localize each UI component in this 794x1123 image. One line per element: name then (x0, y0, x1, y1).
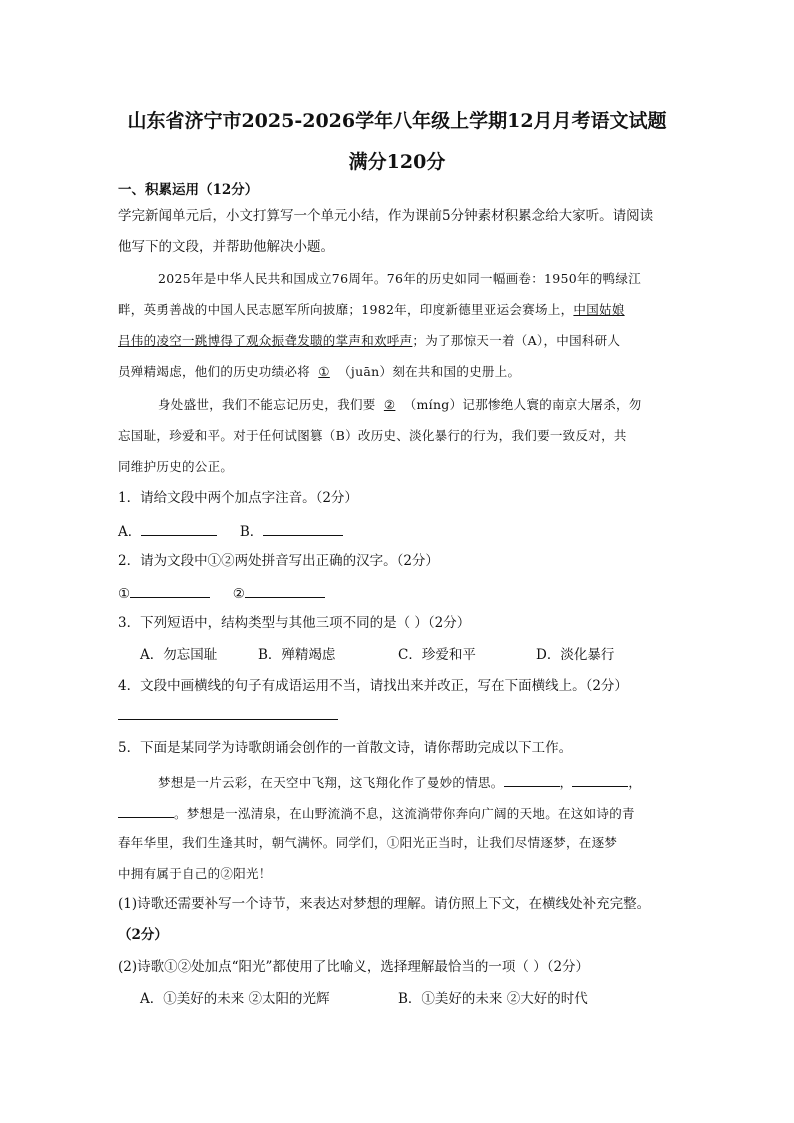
poem-text: 。梦想是一泓清泉，在山野流淌不息，这流淌带你奔向广阔的天地。在这如诗的青 (174, 806, 635, 821)
q1-label-a: A． (118, 524, 142, 540)
passage-text: 员殚精竭虑，他们的历史功绩必将 (118, 364, 311, 379)
q3-option-b[interactable]: B．殚精竭虑 (258, 647, 336, 663)
passage-line-3 (118, 332, 620, 350)
poem-line-3: 春年华里，我们生逢其时，朝气满怀。同学们，①阳光正当时，让我们尽情逐梦，在逐梦 (118, 835, 618, 850)
question-3: 3．下列短语中，结构类型与其他三项不同的是（ ）（2分） (118, 615, 471, 631)
question-4: 4．文段中画横线的句子有成语运用不当，请找出来并改正，写在下面横线上。（2分） (118, 678, 628, 694)
question-5: 5．下面是某同学为诗歌朗诵会创作的一首散文诗，请你帮助完成以下工作。 (118, 740, 573, 756)
sub-question-2: (2)诗歌①②处加点“阳光”都使用了比喻义，选择理解最恰当的一项（ ）（2分） (118, 959, 590, 975)
sub-question-1: (1)诗歌还需要补写一个诗节，来表达对梦想的理解。请仿照上下文，在横线处补充完整。 (118, 896, 651, 912)
underlined-sentence: 中国姑娘 (573, 302, 625, 317)
q2-blank-2[interactable] (245, 583, 325, 598)
q4-answer-line[interactable] (118, 719, 338, 720)
poem-blank-2[interactable] (572, 772, 628, 787)
passage-text: （míng）记那惨绝人寰的南京大屠杀，勿 (403, 397, 642, 412)
intro-line-1: 学完新闻单元后，小文打算写一个单元小结，作为课前5分钟素材积累念给大家听。请阅读 (118, 208, 654, 224)
poem-text: 梦想是一片云彩，在天空中飞翔，这飞翔化作了曼妙的情思。 (158, 775, 504, 790)
intro-line-2: 他写下的文段，并帮助他解决小题。 (118, 239, 334, 255)
passage-line-4 (118, 363, 520, 381)
q2-answer-row (118, 583, 325, 603)
poem-line-2 (118, 803, 635, 823)
passage-line-2 (118, 301, 625, 319)
question-1: 1．请给文段中两个加点字注音。（2分） (118, 490, 358, 506)
q3-option-d[interactable]: D．淡化暴行 (536, 647, 615, 663)
passage-line-1: 2025年是中华人民共和国成立76周年。76年的历史如同一幅画卷：1950年的鸭绿江 (158, 271, 642, 286)
q1-blank-a[interactable] (141, 521, 217, 536)
poem-blank-3[interactable] (118, 803, 174, 818)
section-heading: 一、积累运用（12分） (118, 182, 259, 198)
passage-line-7: 同维护历史的公正。 (118, 459, 234, 474)
q3-option-a[interactable]: A．勿忘国耻 (140, 647, 218, 663)
pinyin-blank-1: ① (318, 364, 330, 379)
sub-question-1-score: （2分） (118, 927, 168, 943)
pinyin-blank-2: ② (383, 397, 396, 412)
sub2-option-a[interactable]: A．①美好的未来 ②太阳的光辉 (140, 991, 330, 1007)
q1-answer-row (118, 521, 343, 541)
passage-line-5 (158, 396, 642, 414)
poem-line-1: 梦想是一片云彩，在天空中飞翔，这飞翔化作了曼妙的情思。 ， ， (158, 772, 641, 792)
q2-label-1: ① (118, 586, 131, 602)
sub2-option-b[interactable]: B．①美好的未来 ②大好的时代 (398, 991, 588, 1007)
passage-text: （juān）刻在共和国的史册上。 (338, 364, 521, 379)
q2-blank-1[interactable] (130, 583, 210, 598)
q2-label-2: ② (232, 586, 245, 602)
q1-label-b: B． (239, 524, 264, 540)
q1-blank-b[interactable] (263, 521, 343, 536)
page-title: 山东省济宁市2025-2026学年八年级上学期12月月考语文试题 (127, 110, 667, 132)
poem-line-4: 中拥有属于自己的②阳光！ (118, 866, 272, 881)
poem-blank-1[interactable] (504, 772, 560, 787)
full-score: 满分120分 (348, 151, 446, 173)
passage-line-6: 忘国耻，珍爱和平。对于任何试图篡（B）改历史、淡化暴行的行为，我们要一致反对，共 (118, 428, 627, 443)
question-2: 2．请为文段中①②两处拼音写出正确的汉字。（2分） (118, 553, 439, 569)
passage-text: ；为了那惊天一着（A），中国科研人 (412, 333, 621, 348)
passage-text: 畔，英勇善战的中国人民志愿军所向披靡；1982年，印度新德里亚运会赛场上， (118, 302, 574, 317)
q3-option-c[interactable]: C．珍爱和平 (398, 647, 476, 663)
passage-text: 身处盛世，我们不能忘记历史，我们要 (158, 397, 376, 412)
underlined-sentence: 吕伟的凌空一跳博得了观众振聋发聩的掌声和欢呼声 (118, 333, 413, 348)
